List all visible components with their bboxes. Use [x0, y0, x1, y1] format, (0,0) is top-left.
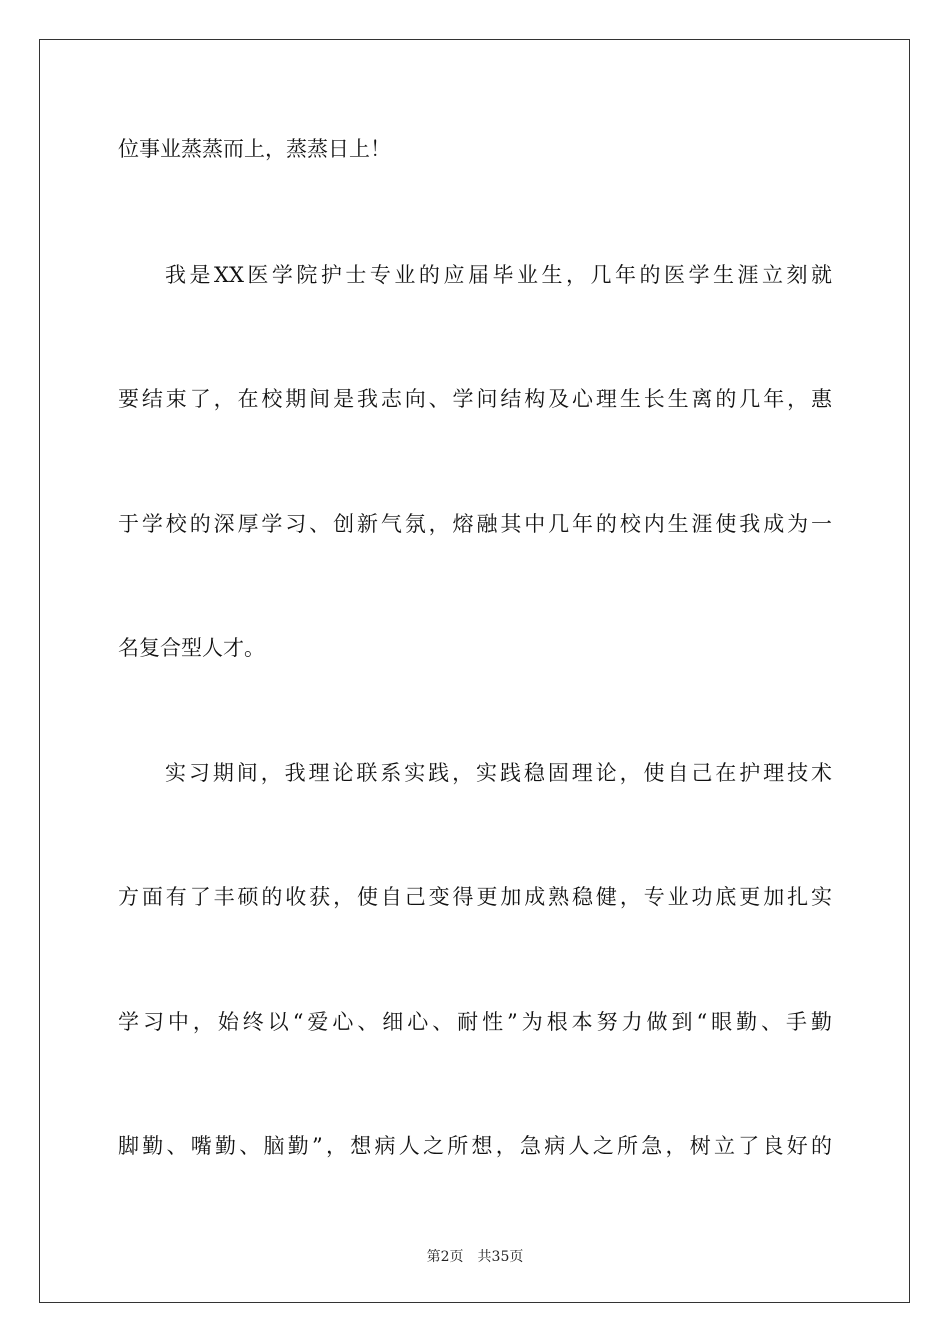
paragraph-line: 我是XX医学院护士专业的应届毕业生，几年的医学生涯立刻就: [165, 263, 832, 287]
paragraph-line: 实习期间，我理论联系实践，实践稳固理论，使自己在护理技术: [165, 761, 832, 785]
paragraph-line: 于学校的深厚学习、创新气氛，熔融其中几年的校内生涯使我成为一: [118, 512, 832, 536]
paragraph-line: 要结束了，在校期间是我志向、学问结构及心理生长生离的几年，惠: [118, 387, 832, 411]
paragraph-line: 名复合型人才。: [118, 636, 265, 660]
paragraph-line: 方面有了丰硕的收获，使自己变得更加成熟稳健，专业功底更加扎实: [118, 885, 832, 909]
paragraph-line: 学习中，始终以“爱心、细心、耐性”为根本努力做到“眼勤、手勤: [118, 1010, 832, 1034]
paragraph-line: 脚勤、嘴勤、脑勤”，想病人之所想，急病人之所急，树立了良好的: [118, 1134, 832, 1158]
paragraph-line: 位事业蒸蒸而上，蒸蒸日上！: [118, 137, 391, 161]
page-border: [39, 39, 910, 1303]
page-number-footer: 第2页 共35页: [426, 1249, 524, 1265]
